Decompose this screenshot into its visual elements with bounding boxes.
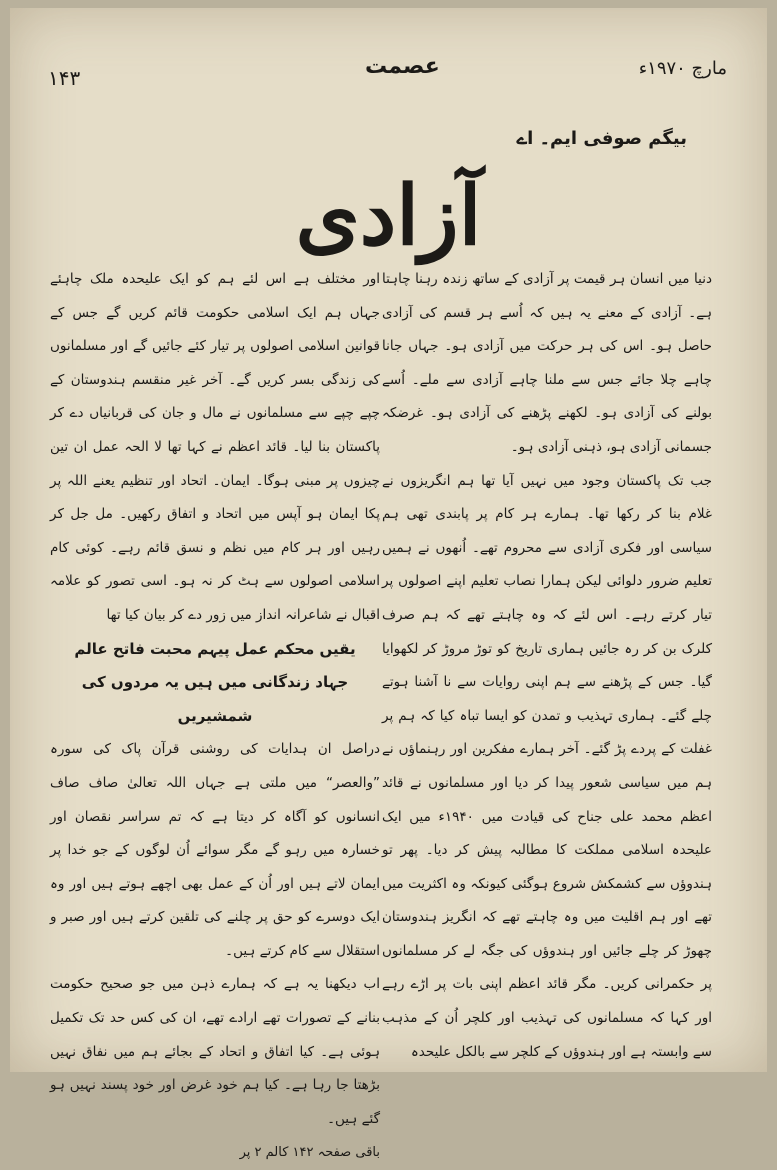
- paragraph: اب دیکھنا یہ ہے کہ ہمارے ذہن میں جو صحیح حکومت بنانے کے تصورات تھے ارادے تھے، ان کی کس حد تک تکمیل ہوئی ہے۔ کیا اتفاق و اتحاد کے بجائے ہم میں نفاق نہیں بڑھتا جا رہا ہے۔ کیا ہم خود غرض اور خود پسند نہیں ہو گئے ہیں۔: [50, 976, 380, 1127]
- author-name: بیگم صوفی ایم۔ اے: [516, 128, 687, 149]
- verse-line: جہاد زندگانی میں ہیں یہ مردوں کی شمشیریں: [81, 673, 349, 725]
- paragraph: دراصل ان ہدایات کی روشنی قرآن پاک کی سورہ ”والعصر“ میں ملتی ہے جہاں اللہ تعالیٰ صاف صاف انسانوں کو آگاہ کر دیتا ہے کہ تم سراسر نقصان اور خسارہ میں رہو گے مگر سوائے اُن لوگوں کے جو خدا پر ایمان لاتے ہیں اور اُن کے عمل بھی اچھے ہوتے ہیں اور وہ ایک دوسرے کو حق پر چلنے کی تلقین کرتے ہیں اور صبر و استقلال سے کام کرتے ہیں۔: [50, 741, 380, 959]
- paragraph: اور مختلف ہے اس لئے ہم کو ایک علیحدہ ملک چاہئے جہاں ہم ایک اسلامی حکومت قائم کریں گے جس کے قوانین اسلامی اصولوں پر تیار کئے جائیں گے اور مسلمانوں کی زندگی بسر کریں گے۔ آخر غیر منقسم ہندوستان کے چپے چپے سے مسلمانوں نے مال و جان کی قربانیاں دے کر پاکستان بنا لیا۔ قائد اعظم نے کہا تھا لا الحہ عمل ان تین چیزوں پر مبنی ہوگا۔ ایمان۔ اتحاد اور تنظیم یعنے اللہ پر پکا ایمان ہو آپس میں اتحاد و اتفاق رکھیں۔ مل جل کر رہیں اور ہر کام میں نظم و نسق قائم رہے۔ کوئی کام اسلامی اصولوں سے ہٹ کر نہ ہو۔ اسی تصور کو علامہ اقبال نے شاعرانہ انداز میں زور دے کر بیان کیا تھا: [50, 271, 380, 623]
- paragraph: دنیا میں انسان ہر قیمت پر آزادی کے ساتھ زندہ رہنا چاہتا ہے۔ آزادی کے معنے یہ ہیں کہ اُسے ہر قسم کی آزادی حاصل ہو۔ اس کی ہر حرکت میں آزادی ہو۔ جہاں جانا چاہے چلا جائے جس سے ملنا چاہے آزادی سے ملے۔ اُسے بولنے کی آزادی ہو۔ لکھنے پڑھنے کی آزادی ہو۔ غرضکہ جسمانی آزادی ہو، ذہنی آزادی ہو۔: [382, 271, 712, 455]
- article-title: آزادی: [295, 168, 482, 264]
- page-number: ۱۴۳: [48, 66, 81, 90]
- continuation-note: باقی صفحہ ۱۴۲ کالم ۲ پر: [239, 1145, 380, 1161]
- verse-line: یقیں محکم عمل پیہم محبت فاتح عالم: [74, 639, 356, 658]
- magazine-page: [10, 8, 767, 1161]
- magazine-name: عصمت: [365, 54, 440, 79]
- right-column: [382, 263, 712, 1069]
- issue-date: مارچ ۱۹۷۰ء: [638, 58, 727, 79]
- left-column: [50, 263, 380, 1170]
- paragraph: جب تک پاکستان وجود میں نہیں آیا تھا ہم انگریزوں نے غلام بنا کر رکھا تھا۔ ہمارے ہر کام پر پابندی تھی ہم سیاسی اور فکری آزادی سے محروم تھے۔ اُنھوں نے ہمیں تعلیم ضرور دلوائی لیکن ہمارا نصاب تعلیم اپنے اصولوں پر تیار کرتے رہے۔ اس لئے کہ وہ چاہتے تھے کہ ہم صرف کلرک بن کر رہ جائیں ہماری تاریخ کو توڑ مروڑ کر لکھوایا گیا۔ جس کے پڑھنے سے ہم اپنی روایات سے نا آشنا ہوتے چلے گئے۔ ہماری تہذیب و تمدن کو ایسا تباہ کیا کہ ہم پر غفلت کے پردے پڑ گئے۔ آخر ہمارے مفکرین اور رہنماؤں نے ہم میں سیاسی شعور پیدا کر دیا اور مسلمانوں نے قائد اعظم محمد علی جناح کی قیادت میں ۱۹۴۰ء میں ایک علیحدہ اسلامی مملکت کا مطالبہ پیش کر دیا۔ پھر تو ہندوؤں سے کشمکش شروع ہوگئی کیونکہ وہ اکثریت میں تھے اور ہم اقلیت میں وہ چاہتے تھے کہ انگریز ہندوستان چھوڑ کر چلے جائیں اور ہندوؤں کی جگہ لے کر مسلمانوں پر حکمرانی کریں۔ مگر قائد اعظم اپنی بات پر اڑے رہے اور کہا کہ مسلمانوں کی تہذیب اور کلچر اُن کے مذہب سے وابستہ ہے اور ہندوؤں کے کلچر سے بالکل علیحدہ: [382, 472, 713, 1060]
